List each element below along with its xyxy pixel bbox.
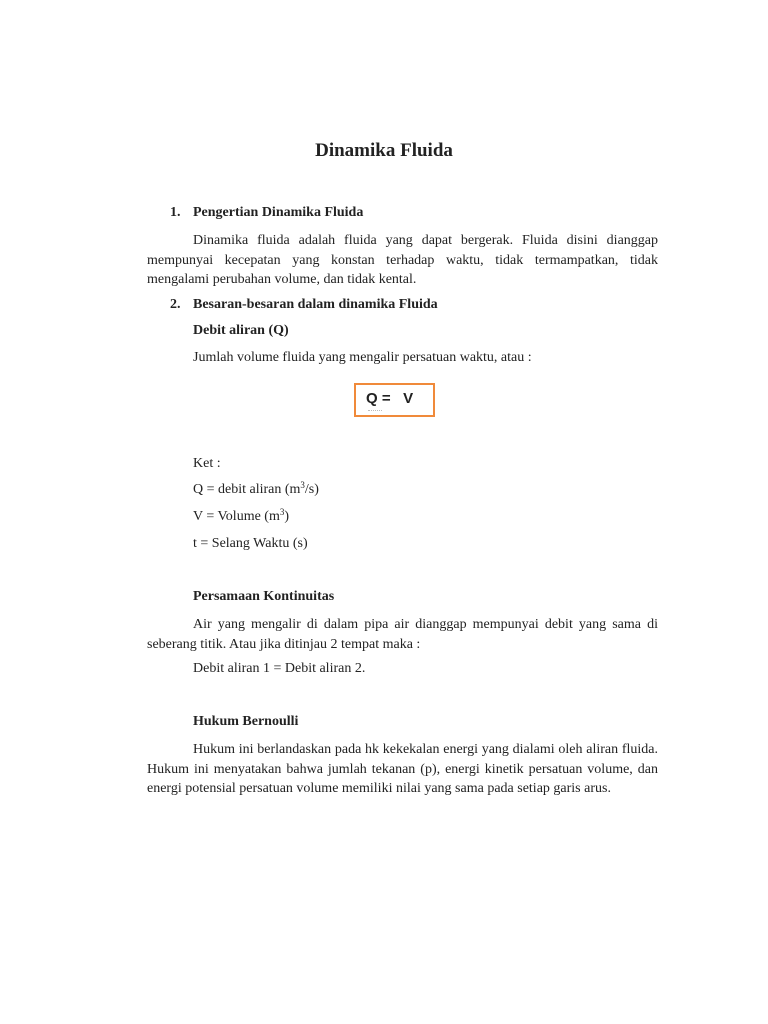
section-2-heading: Besaran-besaran dalam dinamika Fluida	[193, 297, 438, 312]
section-1-number: 1.	[170, 205, 181, 220]
formula-text: Q = V	[366, 390, 414, 407]
ket-q-sup: 3	[300, 480, 305, 490]
ket-q	[193, 482, 319, 498]
formula-box	[354, 383, 435, 417]
kontinuitas-heading: Persamaan Kontinuitas	[193, 589, 335, 604]
ket-v-text: V = Volume (m	[193, 509, 280, 524]
formula-fraction-line	[368, 410, 382, 413]
ket-label: Ket :	[193, 456, 221, 471]
ket-v-sup: 3	[279, 507, 285, 517]
bernoulli-paragraph	[147, 740, 658, 799]
section-2-number: 2.	[170, 297, 181, 312]
ket-q-tail: /s)	[304, 482, 319, 497]
section-1-paragraph-text: Dinamika fluida adalah fluida yang dapat bergerak. Fluida disini dianggap mempunyai kecepatan yang konstan terhadap waktu, tidak termampatkan, tidak mengalami perubahan volume, dan tidak kental.	[147, 233, 658, 287]
ket-q-text: Q = debit aliran (m	[193, 482, 301, 497]
kontinuitas-paragraph	[147, 615, 658, 654]
debit-intro: Jumlah volume fluida yang mengalir persatuan waktu, atau :	[193, 350, 532, 365]
page-title: Dinamika Fluida	[315, 140, 453, 161]
kontinuitas-equation: Debit aliran 1 = Debit aliran 2.	[193, 661, 366, 676]
ket-t: t = Selang Waktu (s)	[193, 536, 308, 551]
bernoulli-paragraph-text: Hukum ini berlandaskan pada hk kekekalan energi yang dialami oleh aliran fluida. Hukum ini menyatakan bahwa jumlah tekanan (p), energi kinetik persatuan volume, dan energi potensial persatuan volume memiliki nilai yang sama pada setiap garis arus.	[147, 742, 658, 796]
ket-v-tail: )	[284, 509, 290, 524]
section-1-paragraph	[147, 231, 658, 290]
debit-heading: Debit aliran (Q)	[193, 323, 289, 338]
ket-v	[193, 509, 289, 525]
kontinuitas-paragraph-text: Air yang mengalir di dalam pipa air dianggap mempunyai debit yang sama di seberang titik. Atau jika ditinjau 2 tempat maka :	[147, 617, 658, 652]
bernoulli-heading: Hukum Bernoulli	[193, 714, 299, 729]
section-1-heading: Pengertian Dinamika Fluida	[193, 205, 364, 220]
